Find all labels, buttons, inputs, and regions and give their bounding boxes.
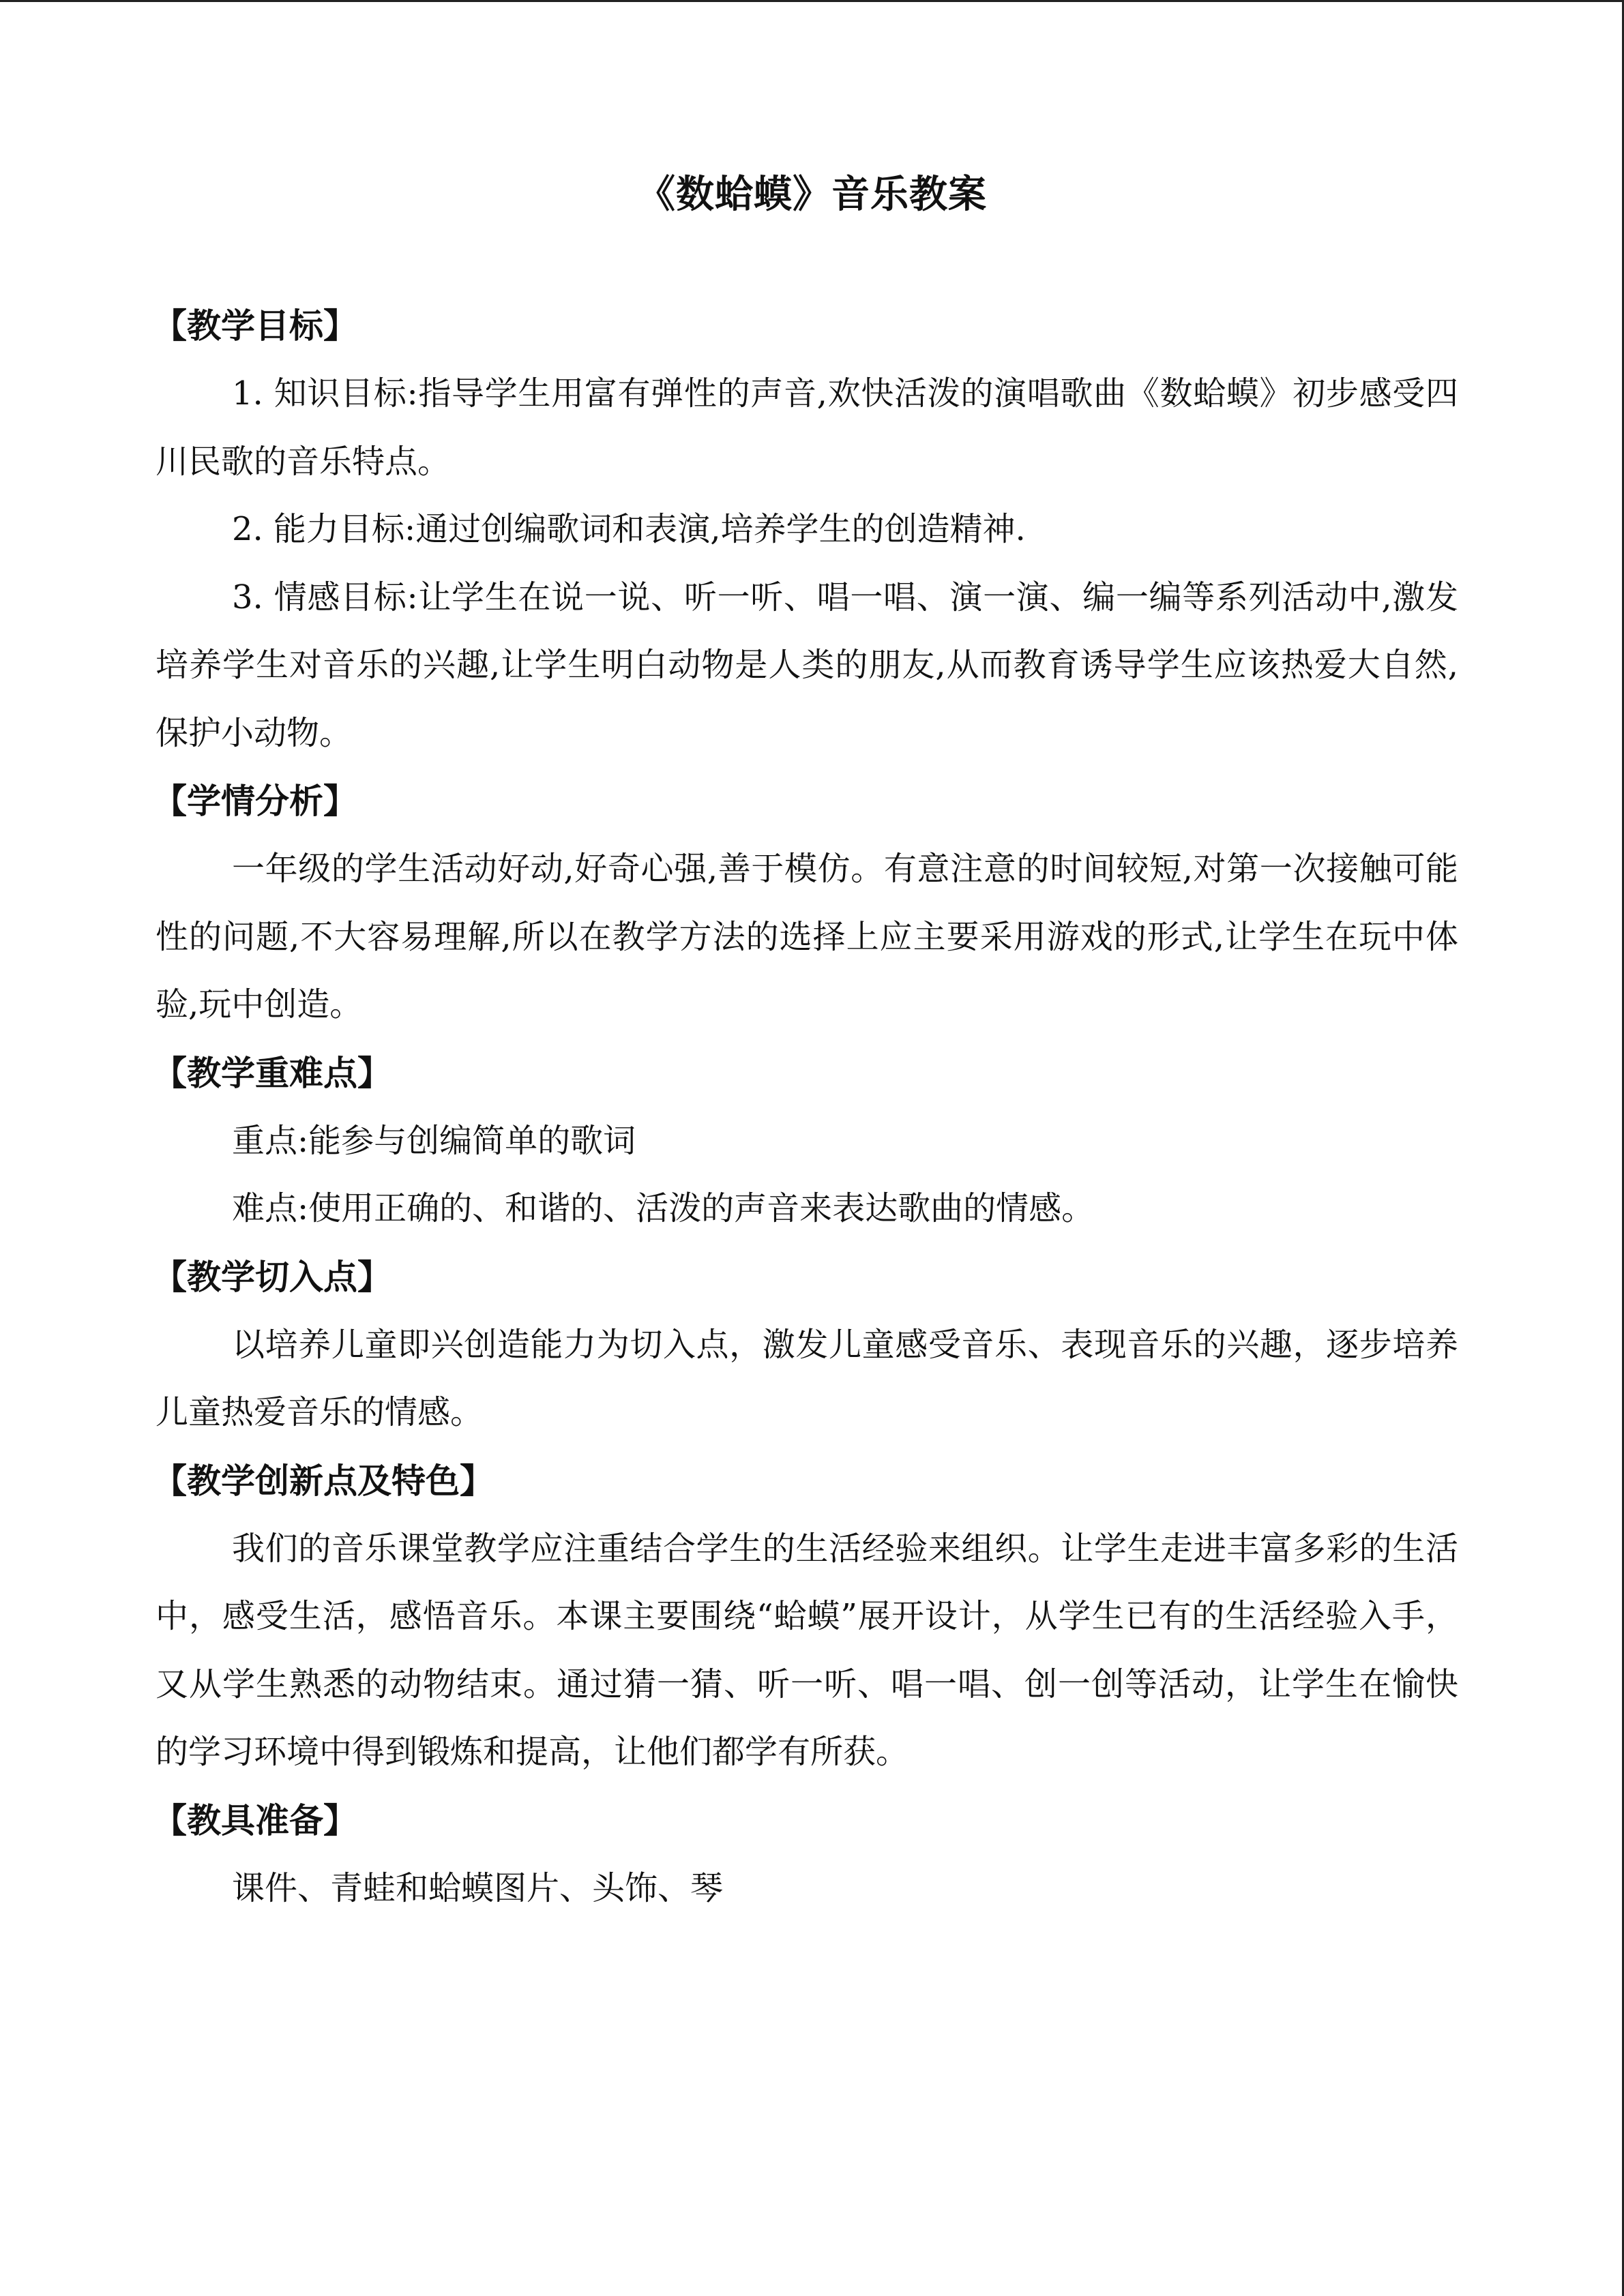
- paragraph: 难点:使用正确的、和谐的、活泼的声音来表达歌曲的情感。: [232, 1189, 1095, 1227]
- paragraph: 我们的音乐课堂教学应注重结合学生的生活经验来组织。让学生走进丰富多彩的生活中，感受生活，感悟音乐。本课主要围绕“蛤蟆”展开设计，从学生已有的生活经验入手，又从学生熟悉的动物结束。通过猜一猜、听一听、唱一唱、创一创等活动，让学生在愉快的学习环境中得到锻炼和提高，让他们都学有所获。: [156, 1529, 1458, 1771]
- section-entry-point: [153, 1243, 1458, 1447]
- section-key-difficulties: [153, 1039, 1458, 1243]
- paragraph: 重点:能参与创编简单的歌词: [232, 1121, 636, 1160]
- paragraph: 课件、青蛙和蛤蟆图片、头饰、琴: [232, 1868, 724, 1907]
- section-heading: 【教学创新点及特色】: [153, 1461, 494, 1501]
- paragraph: 3. 情感目标:让学生在说一说、听一听、唱一唱、演一演、编一编等系列活动中,激发培养学生对音乐的兴趣,让学生明白动物是人类的朋友,从而教育诱导学生应该热爱大自然,保护小动物。: [156, 578, 1458, 752]
- paragraph: 一年级的学生活动好动,好奇心强,善于模仿。有意注意的时间较短,对第一次接触可能性的问题,不大容易理解,所以在教学方法的选择上应主要采用游戏的形式,让学生在玩中体验,玩中创造。: [156, 850, 1458, 1024]
- section-teaching-aids: [153, 1787, 1458, 1923]
- section-learner-analysis: [153, 767, 1458, 1039]
- section-heading: 【学情分析】: [153, 781, 357, 821]
- document-title: 《数蛤蟆》音乐教案: [637, 173, 987, 217]
- paragraph: 2. 能力目标:通过创编歌词和表演,培养学生的创造精神.: [232, 510, 1026, 548]
- section-teaching-objectives: [153, 292, 1458, 767]
- section-heading: 【教学切入点】: [153, 1257, 392, 1297]
- section-heading: 【教学重难点】: [153, 1053, 392, 1093]
- section-innovation-features: [153, 1447, 1458, 1787]
- paragraph: 以培养儿童即兴创造能力为切入点，激发儿童感受音乐、表现音乐的兴趣，逐步培养儿童热爱音乐的情感。: [156, 1325, 1458, 1431]
- section-heading: 【教学目标】: [153, 306, 357, 346]
- paragraph: 1. 知识目标:指导学生用富有弹性的声音,欢快活泼的演唱歌曲《数蛤蟆》初步感受四川民歌的音乐特点。: [156, 374, 1458, 481]
- section-heading: 【教具准备】: [153, 1800, 357, 1840]
- document-body: [153, 292, 1458, 1922]
